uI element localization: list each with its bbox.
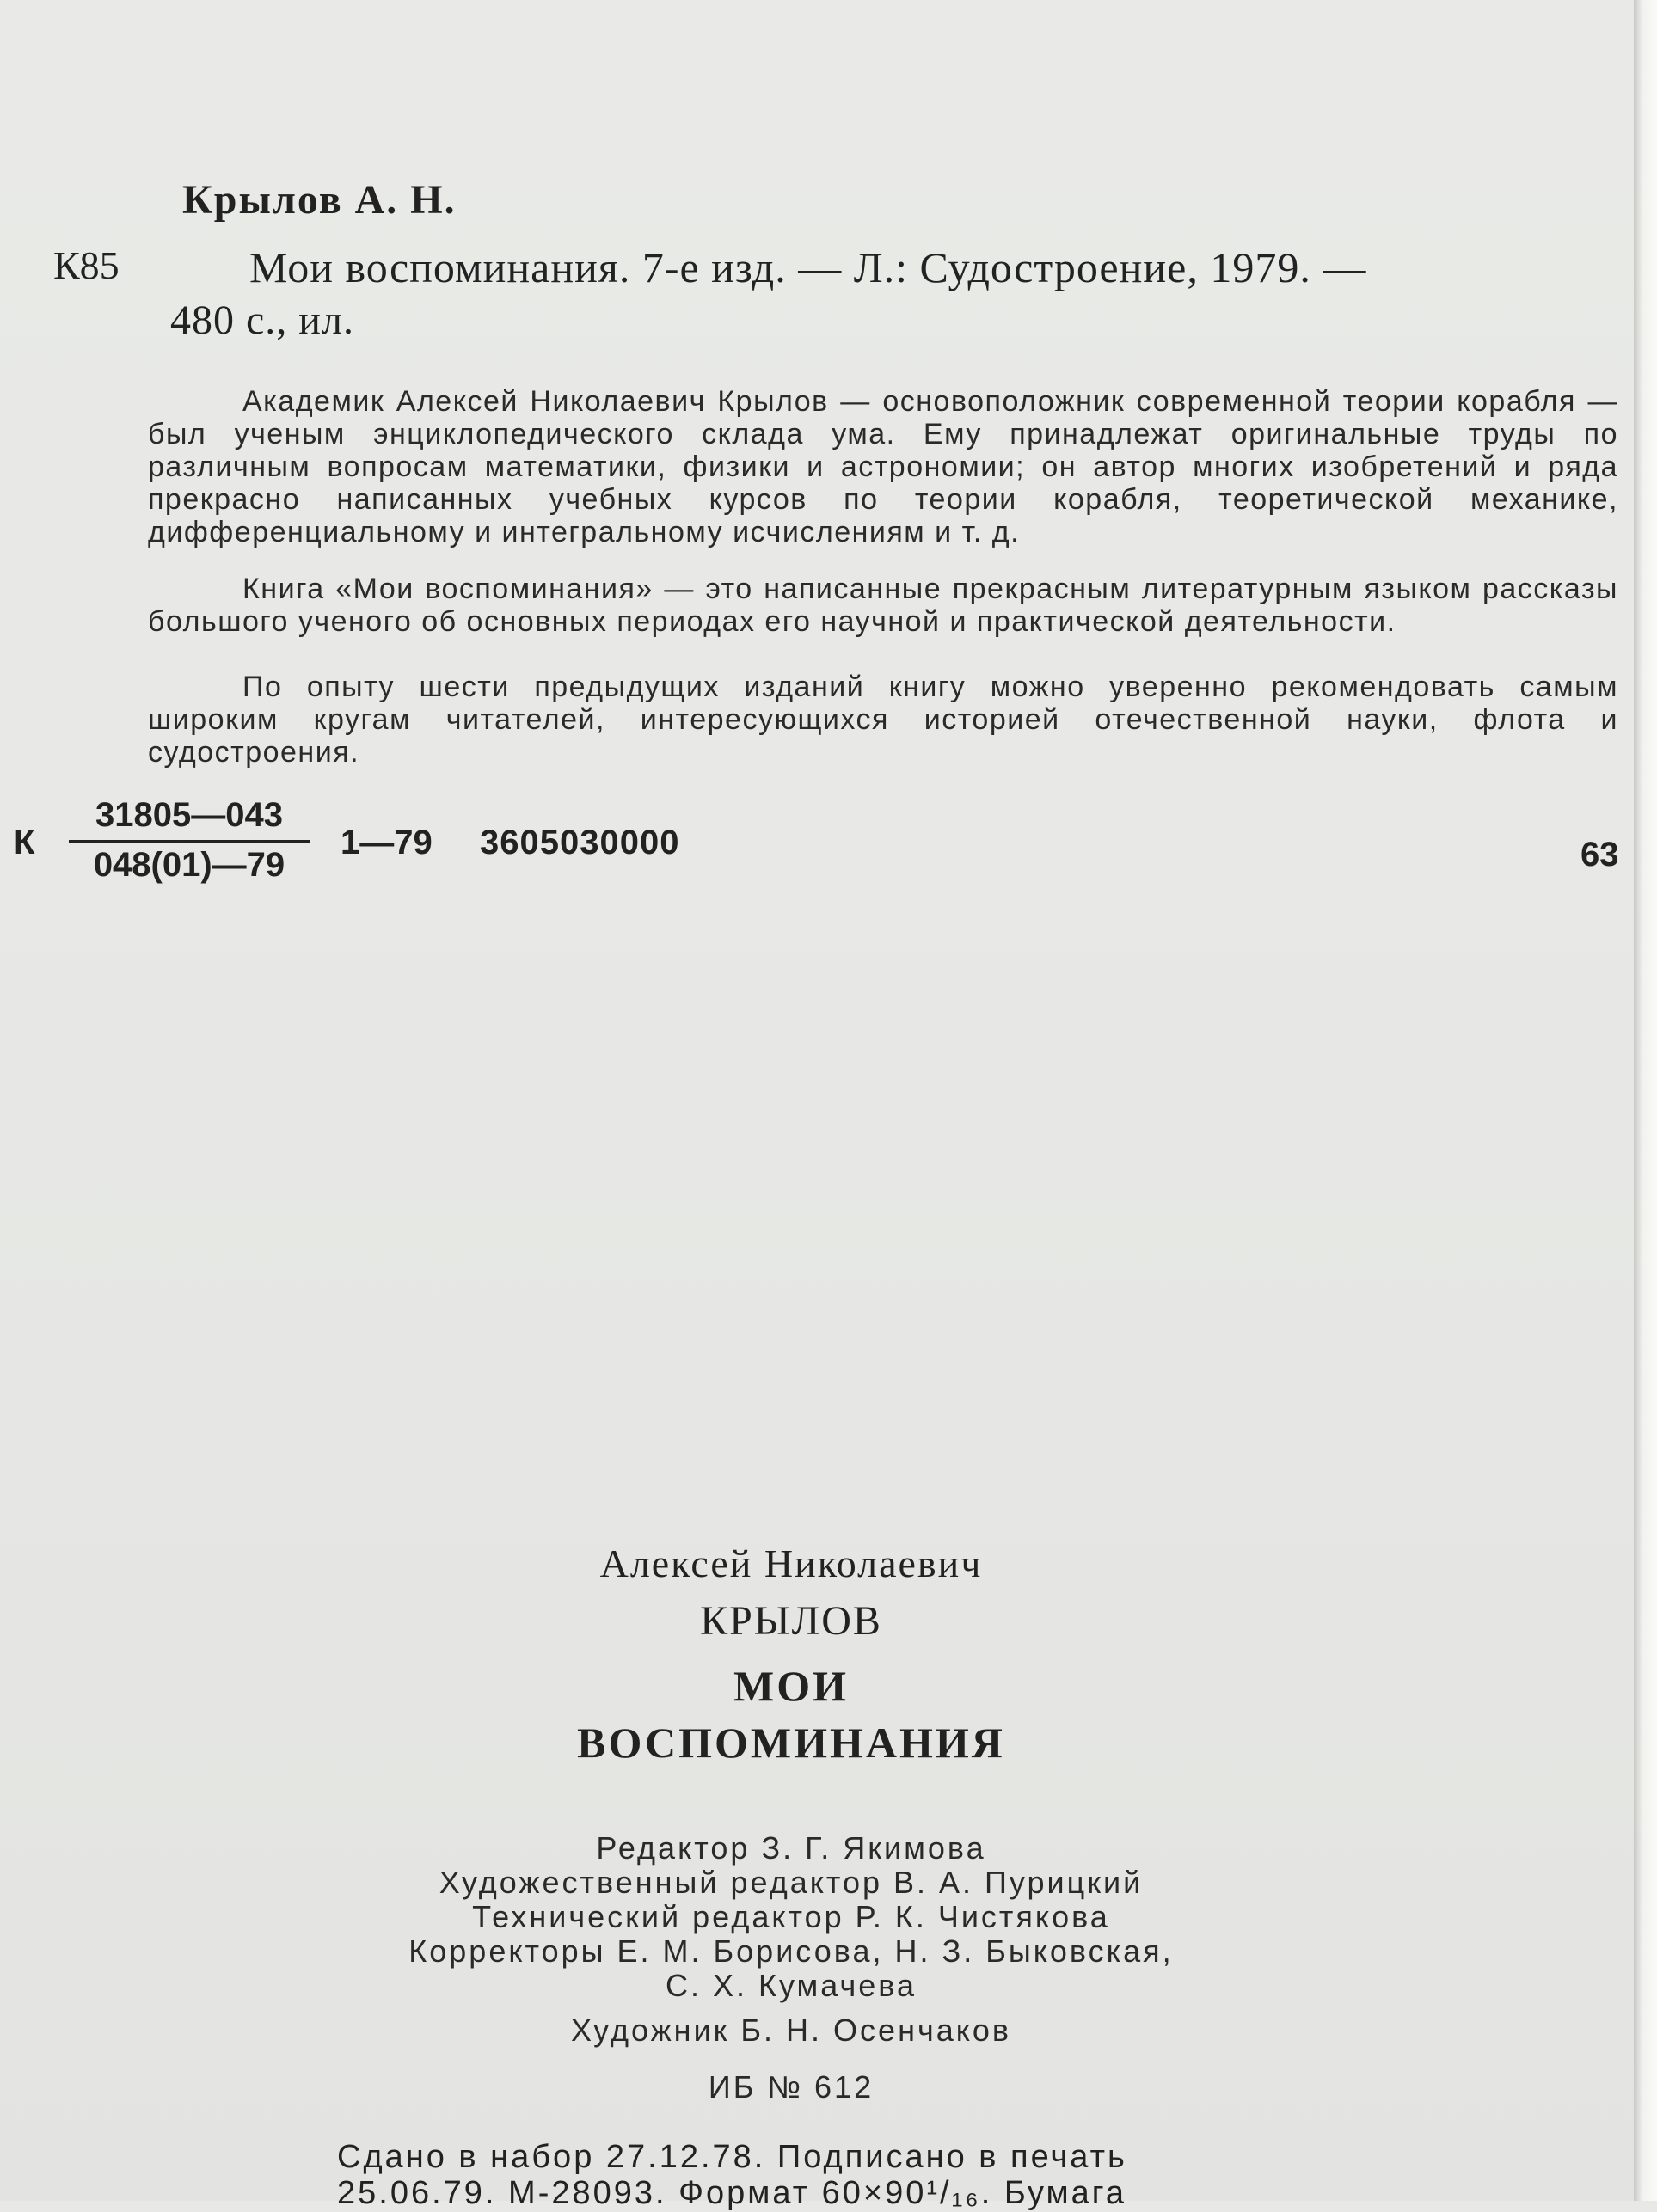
classification-letter: К (14, 824, 35, 861)
ib-number: ИБ № 612 (708, 2069, 875, 2105)
annotation-paragraph-3 (148, 671, 1618, 769)
annotation-paragraph-1 (148, 385, 1618, 548)
classification-number: 3605030000 (480, 824, 680, 861)
credit-editor: Редактор З. Г. Якимова (596, 1830, 986, 1866)
credit-proofreaders-cont: С. Х. Кумачева (665, 1968, 917, 2003)
author-last-name: КРЫЛОВ (700, 1598, 882, 1644)
credit-tech-editor: Технический редактор Р. К. Чистякова (472, 1899, 1110, 1934)
imprint-line-2: 25.06.79. М-28093. Формат 60×90¹/₁₆. Бумага (337, 2175, 1126, 2211)
imprint-line-1: Сдано в набор 27.12.78. Подписано в печать (337, 2139, 1127, 2175)
annotation-text-2: Книга «Мои воспоминания» — это написанные прекрасным литературным языком рассказы большого ученого об основных периодах его научной и практической деятельности. (148, 573, 1618, 638)
book-title-line-2: ВОСПОМИНАНИЯ (577, 1719, 1005, 1767)
classification-code: 1—79 (341, 824, 433, 861)
annotation-text-1: Академик Алексей Николаевич Крылов — основоположник современной теории корабля — был ученым энциклопедического склада ума. Ему принадлежат оригинальные труды по различным вопросам математики, физики и астрономии; он автор многих изобретений и ряда прекрасно написанных учебных курсов по теории корабля, теоретической механике, дифференциальному и интегральному исчислениям и т. д. (148, 385, 1618, 548)
author-first-names: Алексей Николаевич (599, 1541, 983, 1585)
annotation-paragraph-2 (148, 573, 1618, 638)
annotation-text-3: По опыту шести предыдущих изданий книгу можно уверенно рекомендовать самым широким кругам читателей, интересующихся историей отечественной науки, флота и судостроения. (148, 671, 1618, 769)
catalog-index: К85 (53, 243, 120, 287)
bibliographic-line-1: Мои воспоминания. 7-е изд. — Л.: Судостроение, 1979. — (249, 243, 1367, 291)
credit-proofreaders: Корректоры Е. М. Борисова, Н. З. Быковская, (408, 1933, 1174, 1969)
credit-artist: Художник Б. Н. Осенчаков (570, 2013, 1012, 2048)
credit-art-editor: Художественный редактор В. А. Пурицкий (439, 1865, 1144, 1900)
fraction-numerator: 31805—043 (69, 796, 310, 843)
bibliographic-line-2: 480 с., ил. (170, 297, 354, 343)
catalog-author: Крылов А. Н. (182, 177, 457, 223)
price-code: 63 (1580, 836, 1619, 873)
page-edge (1634, 0, 1657, 2201)
fraction-denominator: 048(01)—79 (93, 846, 285, 884)
book-title-line-1: МОИ (733, 1662, 849, 1710)
classification-fraction (69, 796, 310, 885)
